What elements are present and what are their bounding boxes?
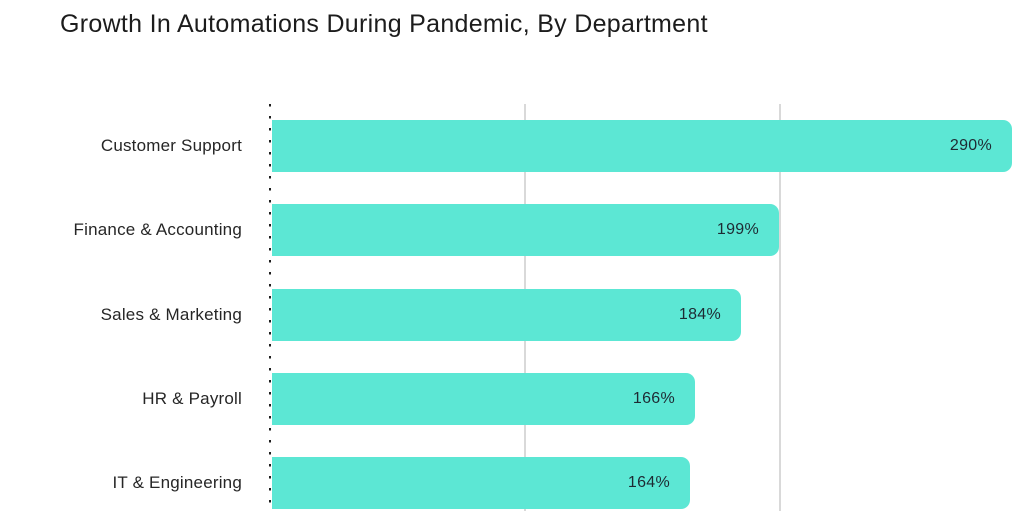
value-label-finance-accounting: 199%: [716, 221, 759, 239]
value-label-hr-payroll: 166%: [632, 389, 675, 407]
bar-finance-accounting: [272, 204, 779, 256]
category-label-it-engineering: IT & Engineering: [112, 473, 242, 492]
bar-hr-payroll: [272, 373, 695, 425]
category-label-finance-accounting: Finance & Accounting: [73, 220, 242, 240]
category-label-customer-support: Customer Support: [100, 136, 242, 155]
value-label-it-engineering: 164%: [627, 474, 670, 491]
bar-customer-support: [272, 120, 1012, 172]
value-label-customer-support: 290%: [949, 137, 992, 154]
y-axis-dotted-line: [269, 104, 271, 511]
bar-sales-marketing: [272, 289, 741, 341]
bar-it-engineering: [272, 457, 690, 509]
chart-title: Growth In Automations During Pandemic, By Department: [60, 10, 708, 38]
category-label-hr-payroll: HR & Payroll: [142, 388, 242, 408]
category-label-sales-marketing: Sales & Marketing: [100, 304, 242, 324]
value-label-sales-marketing: 184%: [678, 305, 721, 323]
